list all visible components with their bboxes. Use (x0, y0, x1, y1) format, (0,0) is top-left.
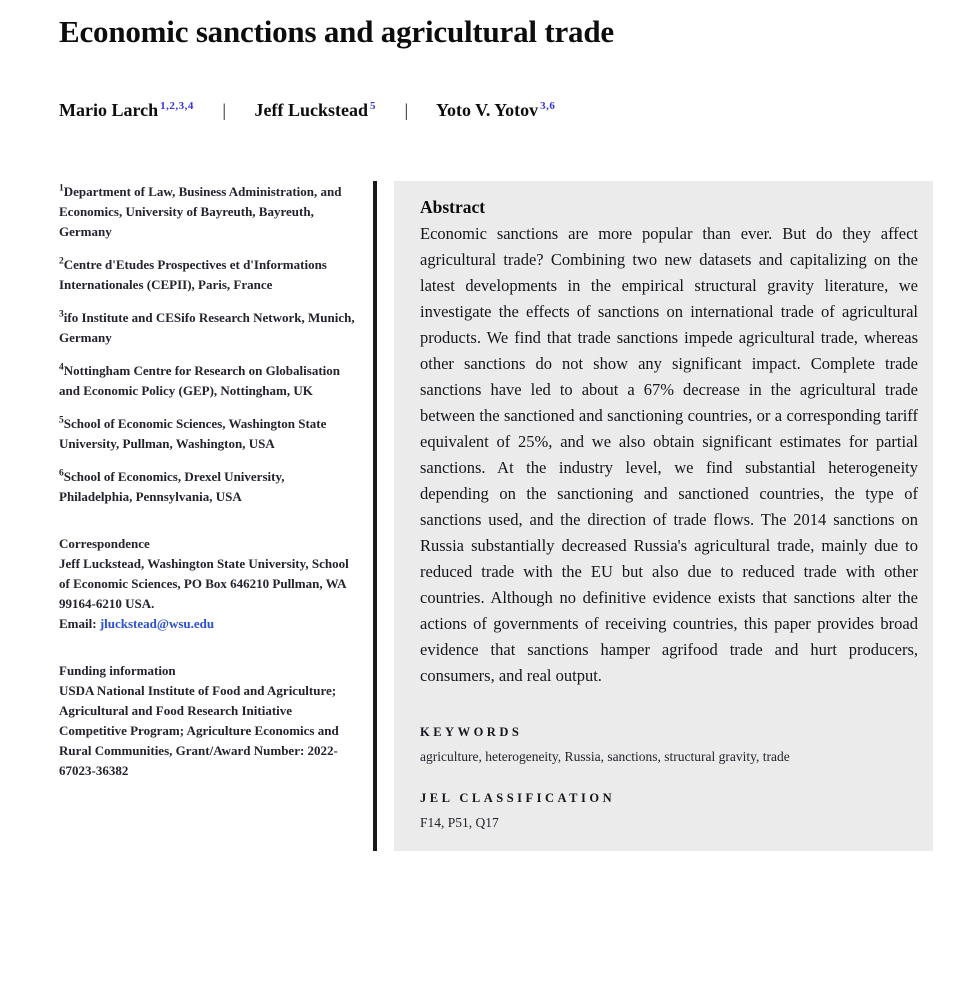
author-1-superscript: 1,2,3,4 (160, 100, 194, 112)
affiliation-3 (59, 308, 360, 348)
affiliation-3-text: ifo Institute and CESifo Research Network, Munich, Germany (59, 310, 355, 345)
funding-section (59, 661, 360, 781)
affiliation-5-superscript: 5 (59, 415, 64, 426)
vertical-divider-rule (373, 181, 377, 851)
keywords-list: agriculture, heterogeneity, Russia, sanctions, structural gravity, trade (420, 749, 790, 764)
author-info-column (59, 181, 360, 851)
affiliation-1 (59, 182, 360, 242)
affiliation-6-text: School of Economics, Drexel University, Philadelphia, Pennsylvania, USA (59, 469, 285, 504)
funding-body: USDA National Institute of Food and Agriculture; Agricultural and Food Research Initiative Competitive Program; Agriculture Economics and Rural Communities, Grant/Award Number: 2022-67023-36382 (59, 683, 339, 778)
affiliation-4-text: Nottingham Centre for Research on Globalisation and Economic Policy (GEP), Nottingham, UK (59, 363, 340, 398)
keywords-heading: KEYWORDS (420, 725, 523, 739)
abstract-heading: Abstract (420, 197, 486, 217)
funding-heading: Funding information (59, 663, 176, 678)
affiliation-2 (59, 255, 360, 295)
page-title: Economic sanctions and agricultural trade (59, 14, 614, 49)
affiliation-5 (59, 414, 360, 454)
affiliation-2-text: Centre d'Etudes Prospectives et d'Informations Internationales (CEPII), Paris, France (59, 257, 327, 292)
author-1 (59, 100, 194, 120)
email-label: Email: (59, 616, 100, 631)
author-3 (436, 100, 555, 120)
affiliation-3-superscript: 3 (59, 309, 64, 320)
email-link[interactable]: jluckstead@wsu.edu (99, 616, 215, 631)
affiliation-6 (59, 467, 360, 507)
author-3-superscript: 3,6 (540, 100, 556, 112)
author-3-name: Yoto V. Yotov (435, 100, 539, 120)
abstract-panel (394, 181, 933, 851)
correspondence-heading: Correspondence (59, 536, 150, 551)
affiliation-2-superscript: 2 (59, 256, 64, 267)
author-separator: | (222, 100, 227, 120)
author-1-name: Mario Larch (59, 100, 159, 120)
affiliation-4-superscript: 4 (59, 362, 64, 373)
correspondence-section (59, 534, 360, 634)
author-2-superscript: 5 (370, 100, 377, 112)
author-separator: | (404, 100, 409, 120)
jel-classification-codes: F14, P51, Q17 (420, 815, 499, 830)
two-column-layout (59, 181, 933, 851)
correspondence-body: Jeff Luckstead, Washington State University, School of Economic Sciences, PO Box 646210 Pullman, WA 99164-6210 USA. (59, 556, 349, 611)
affiliation-5-text: School of Economic Sciences, Washington State University, Pullman, Washington, USA (59, 416, 327, 451)
author-2 (255, 100, 377, 120)
affiliation-4 (59, 361, 360, 401)
jel-classification-heading: JEL CLASSIFICATION (420, 791, 616, 805)
author-line (59, 100, 933, 121)
affiliation-1-text: Department of Law, Business Administration, and Economics, University of Bayreuth, Bayreuth, Germany (59, 184, 342, 239)
correspondence-email-line (59, 614, 360, 634)
affiliation-1-superscript: 1 (59, 183, 64, 194)
affiliation-6-superscript: 6 (59, 468, 64, 479)
abstract-text: Economic sanctions are more popular than ever. But do they affect agricultural trade? Combining two new datasets and capitalizing on the latest developments in the empirical structural gravity literature, we investigate the effects of sanctions on international trade of agricultural products. We find that trade sanctions impede agricultural trade, whereas other sanctions do not show any significant impact. Complete trade sanctions have led to about a 67% decrease in the agricultural trade between the sanctioned and sanctioning countries, or a corresponding tariff equivalent of 25%, and we also obtain significant estimates for partial sanctions. At the industry level, we find substantial heterogeneity depending on the sanctioning and sanctioned countries, the type of sanctions used, and the direction of trade flows. The 2014 sanctions on Russia substantially decreased Russia's agricultural trade, mainly due to reduced trade with the EU but also due to reduced trade with other countries. Although no definitive evidence exists that sanctions alter the actions of governments of receiving countries, this paper provides broad evidence that sanctions hamper agrifood trade and hurt producers, consumers, and real output. (420, 224, 918, 685)
author-2-name: Jeff Luckstead (254, 100, 369, 120)
